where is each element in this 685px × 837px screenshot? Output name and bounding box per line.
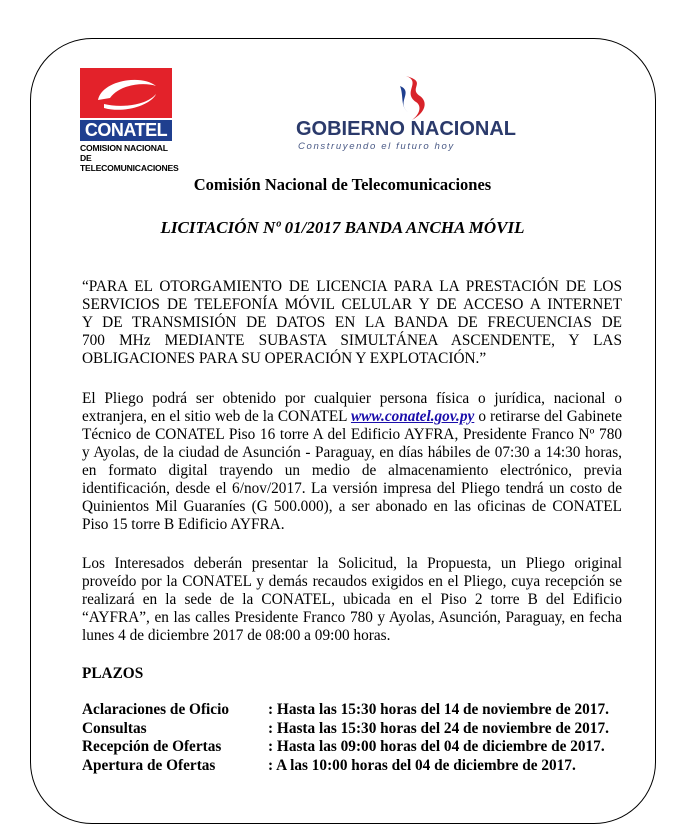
plazo-label: Apertura de Ofertas: [82, 756, 216, 774]
gobierno-nacional-logo: [294, 72, 544, 152]
gobierno-nacional-wordmark: GOBIERNO NACIONAL: [296, 118, 516, 140]
plazo-row: [82, 757, 609, 776]
paragraph-text: o retirarse del Gabinete Técnico de CONATEL Piso 16 torre A del Edificio AYFRA, Presidente Franco Nº 780 y Ayolas, de la ciudad de Asunción - Paraguay, en días hábiles de 07:30 a 14:30 horas, en formato digital trayendo un medio de almacenamiento electrónico, previa identificación, desde el 6/nov/2017. La versión impresa del Pliego tendrá un costo de Quinientos Mil Guaraníes (G 500.000), a ser abonado en las oficinas de CONATEL Piso 15 torre B Edificio AYFRA.: [82, 408, 623, 533]
plazo-label: Aclaraciones de Oficio: [82, 701, 229, 718]
plazos-table: [82, 701, 609, 775]
conatel-subtitle-2: TELECOMUNICACIONES: [80, 163, 179, 173]
plazos-heading: PLAZOS: [82, 665, 144, 682]
plazo-row: [82, 701, 609, 720]
plazo-value: : Hasta las 15:30 horas del 14 de noviembre de 2017.: [268, 701, 609, 718]
conatel-logo: [80, 68, 179, 173]
quote-line: OBLIGACIONES PARA SU OPERACIÓN Y EXPLOTACIÓN.”: [82, 350, 487, 367]
quote-line: 700 MHz MEDIANTE SUBASTA SIMULTÁNEA ASCENDENTE, Y LAS: [82, 332, 622, 349]
plazo-value: : Hasta las 15:30 horas del 24 de noviembre de 2017.: [268, 719, 609, 737]
plazo-row: [82, 720, 609, 739]
paragraph-pliego: [82, 390, 622, 534]
organization-title: Comisión Nacional de Telecomunicaciones: [193, 175, 492, 194]
quote-line: “PARA EL OTORGAMIENTO DE LICENCIA PARA LA PRESTACIÓN DE LOS: [82, 278, 622, 295]
quote-line: SERVICIOS DE TELEFONÍA MÓVIL CELULAR Y DE ACCESO A INTERNET: [82, 296, 622, 313]
plazo-row: [82, 738, 609, 757]
plazo-label: Consultas: [82, 719, 147, 737]
conatel-subtitle-1: COMISION NACIONAL DE: [80, 143, 168, 163]
licitacion-title: LICITACIÓN Nº 01/2017 BANDA ANCHA MÓVIL: [160, 218, 525, 237]
conatel-wordmark: CONATEL: [80, 120, 172, 141]
paragraph-presentacion: Los Interesados deberán presentar la Solicitud, la Propuesta, un Pliego original proveído por la CONATEL y demás recaudos exigidos en el Pliego, cuya recepción se realizará en la sede de la CONATEL, ubicada en el Piso 2 torre B del Edificio “AYFRA”, en las calles Presidente Franco 780 y Ayolas, Asunción, Paraguay, en fecha lunes 4 de diciembre 2017 de 08:00 a 09:00 horas.: [82, 555, 622, 644]
paragraph-text: El Pliego podrá ser obtenido por cualquier persona física o jurídica, nacional o extranjera, en el sitio web de la CONATEL: [82, 390, 622, 425]
object-quote: [82, 278, 622, 368]
quote-line: Y DE TRANSMISIÓN DE DATOS EN LA BANDA DE FRECUENCIAS DE: [82, 314, 622, 331]
plazo-value: : Hasta las 09:00 horas del 04 de diciembre de 2017.: [268, 738, 605, 755]
flag-swoosh-icon: [392, 72, 432, 122]
conatel-emblem-icon: [80, 68, 172, 118]
plazo-label: Recepción de Ofertas: [82, 738, 222, 755]
plazo-value: : A las 10:00 horas del 04 de diciembre de 2017.: [268, 756, 576, 774]
conatel-website-link[interactable]: www.conatel.gov.py: [350, 408, 475, 425]
gobierno-tagline: Construyendo el futuro hoy: [298, 141, 455, 152]
